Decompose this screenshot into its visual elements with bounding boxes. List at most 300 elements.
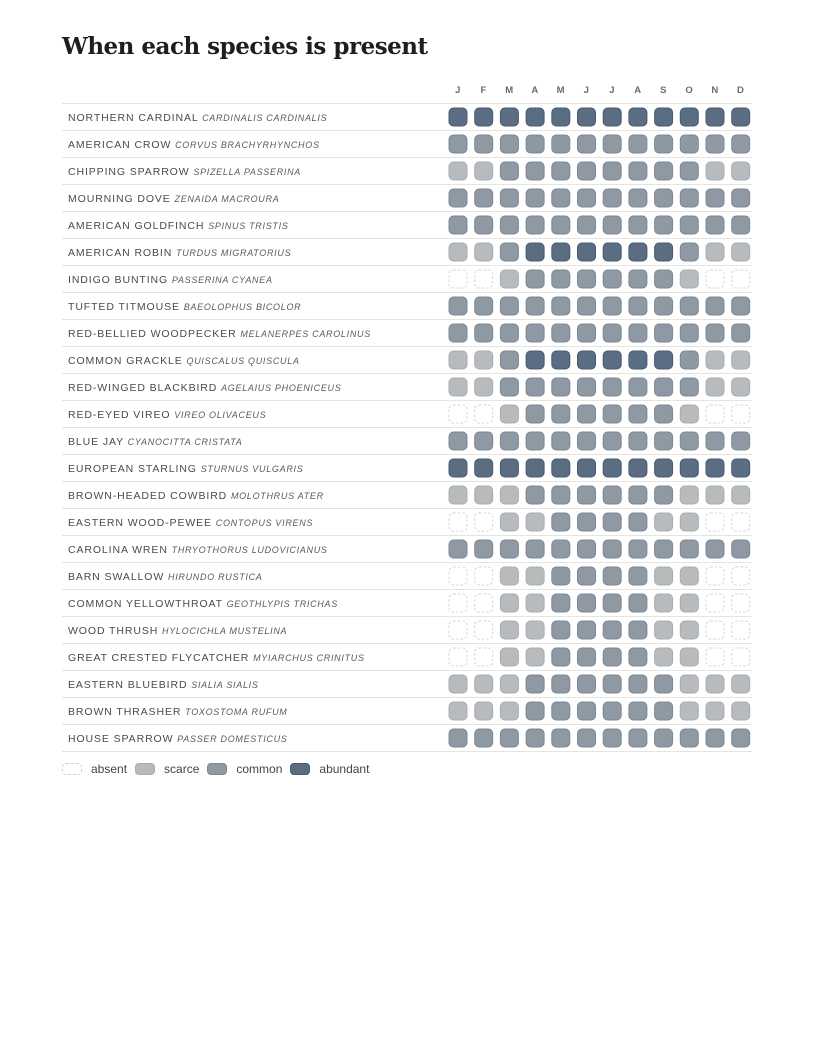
presence-cell-common xyxy=(629,162,647,180)
presence-cell-absent xyxy=(706,270,724,288)
presence-cell-common xyxy=(706,189,724,207)
species-latin-name: CYANOCITTA CRISTATA xyxy=(127,437,243,447)
presence-cell-common xyxy=(706,216,724,234)
species-latin-name: THRYOTHORUS LUDOVICIANUS xyxy=(171,545,328,555)
presence-cell-common xyxy=(500,378,518,396)
presence-cell-abundant xyxy=(552,108,570,126)
species-common-name: COMMON GRACKLE xyxy=(68,355,187,367)
species-label xyxy=(68,490,324,502)
presence-cell-common xyxy=(603,162,621,180)
chart-title: When each species is present xyxy=(62,33,428,60)
presence-cell-common xyxy=(680,243,698,261)
presence-cell-common xyxy=(680,135,698,153)
presence-cell-common xyxy=(578,432,596,450)
presence-cell-common xyxy=(603,486,621,504)
presence-cell-common xyxy=(655,189,673,207)
species-common-name: BARN SWALLOW xyxy=(68,571,168,583)
presence-cell-common xyxy=(629,270,647,288)
presence-cell-absent xyxy=(706,567,724,585)
species-common-name: AMERICAN ROBIN xyxy=(68,247,177,259)
presence-cell-common xyxy=(629,297,647,315)
presence-cell-common xyxy=(526,135,544,153)
presence-cell-common xyxy=(603,135,621,153)
presence-cell-scarce xyxy=(526,594,544,612)
presence-cell-common xyxy=(603,297,621,315)
species-common-name: EUROPEAN STARLING xyxy=(68,463,201,475)
presence-cell-common xyxy=(603,675,621,693)
presence-cell-common xyxy=(552,162,570,180)
presence-cell-common xyxy=(706,432,724,450)
presence-cell-common xyxy=(500,162,518,180)
presence-cell-common xyxy=(680,297,698,315)
presence-cell-common xyxy=(603,702,621,720)
species-common-name: HOUSE SPARROW xyxy=(68,733,178,745)
presence-cell-abundant xyxy=(578,351,596,369)
presence-cell-abundant xyxy=(603,108,621,126)
month-label: M xyxy=(556,85,566,96)
presence-cell-common xyxy=(500,540,518,558)
legend-item-absent xyxy=(62,762,127,776)
species-label xyxy=(68,436,242,448)
presence-cell-common xyxy=(655,432,673,450)
presence-cell-common xyxy=(526,270,544,288)
presence-cell-common xyxy=(680,378,698,396)
species-common-name: AMERICAN CROW xyxy=(68,139,176,151)
species-label xyxy=(68,463,303,475)
presence-cell-scarce xyxy=(706,378,724,396)
presence-cell-abundant xyxy=(552,351,570,369)
presence-cell-common xyxy=(475,216,493,234)
presence-cell-common xyxy=(732,216,750,234)
presence-cell-common xyxy=(578,648,596,666)
species-latin-name: ZENAIDA MACROURA xyxy=(174,194,280,204)
presence-cell-common xyxy=(578,405,596,423)
species-latin-name: MYIARCHUS CRINITUS xyxy=(253,653,365,663)
presence-cell-common xyxy=(526,432,544,450)
presence-cell-common xyxy=(500,432,518,450)
presence-cell-scarce xyxy=(475,702,493,720)
presence-cell-scarce xyxy=(655,648,673,666)
presence-cell-common xyxy=(552,270,570,288)
presence-cell-common xyxy=(706,729,724,747)
presence-cell-abundant xyxy=(449,108,467,126)
presence-cell-abundant xyxy=(526,459,544,477)
presence-cell-scarce xyxy=(475,675,493,693)
presence-cell-common xyxy=(552,189,570,207)
presence-cell-abundant xyxy=(732,108,750,126)
presence-cell-abundant xyxy=(603,243,621,261)
presence-cell-absent xyxy=(706,513,724,531)
presence-cell-scarce xyxy=(732,702,750,720)
presence-cell-common xyxy=(629,540,647,558)
presence-cell-common xyxy=(655,270,673,288)
species-latin-name: STURNUS VULGARIS xyxy=(200,464,304,474)
species-latin-name: TURDUS MIGRATORIUS xyxy=(176,248,292,258)
presence-cell-absent xyxy=(449,405,467,423)
species-latin-name: GEOTHLYPIS TRICHAS xyxy=(226,599,338,609)
presence-cell-common xyxy=(680,729,698,747)
species-latin-name: CONTOPUS VIRENS xyxy=(215,518,314,528)
species-label xyxy=(68,517,313,529)
presence-cell-scarce xyxy=(706,162,724,180)
presence-cell-common xyxy=(449,297,467,315)
presence-cell-common xyxy=(500,324,518,342)
presence-cell-common xyxy=(552,621,570,639)
month-label: D xyxy=(737,85,745,96)
presence-cell-common xyxy=(732,729,750,747)
presence-cell-common xyxy=(578,324,596,342)
presence-cell-common xyxy=(629,594,647,612)
species-latin-name: CORVUS BRACHYRHYNCHOS xyxy=(175,140,320,150)
species-latin-name: SPINUS TRISTIS xyxy=(208,221,289,231)
presence-cell-scarce xyxy=(449,351,467,369)
presence-cell-common xyxy=(552,540,570,558)
presence-cell-common xyxy=(449,135,467,153)
presence-cell-abundant xyxy=(578,108,596,126)
month-label: J xyxy=(583,85,590,96)
presence-cell-common xyxy=(706,540,724,558)
presence-cell-abundant xyxy=(526,351,544,369)
presence-cell-common xyxy=(526,405,544,423)
presence-cell-common xyxy=(552,729,570,747)
presence-cell-abundant xyxy=(552,243,570,261)
presence-cell-scarce xyxy=(500,594,518,612)
presence-cell-common xyxy=(655,540,673,558)
presence-cell-common xyxy=(526,162,544,180)
species-label xyxy=(68,328,371,340)
presence-cell-absent xyxy=(475,567,493,585)
month-label: A xyxy=(531,85,539,96)
presence-cell-common xyxy=(475,135,493,153)
presence-cell-common xyxy=(449,324,467,342)
species-common-name: TUFTED TITMOUSE xyxy=(68,301,184,313)
presence-cell-common xyxy=(603,270,621,288)
presence-cell-common xyxy=(629,135,647,153)
presence-cell-absent xyxy=(706,594,724,612)
presence-cell-scarce xyxy=(500,648,518,666)
species-latin-name: SPIZELLA PASSERINA xyxy=(193,167,302,177)
month-label: S xyxy=(660,85,668,96)
species-common-name: BLUE JAY xyxy=(68,436,128,448)
legend-item-scarce xyxy=(135,762,199,776)
species-latin-name: AGELAIUS PHOENICEUS xyxy=(221,383,342,393)
presence-cell-scarce xyxy=(475,162,493,180)
presence-cell-common xyxy=(475,432,493,450)
presence-cell-absent xyxy=(449,648,467,666)
presence-cell-common xyxy=(449,432,467,450)
species-label xyxy=(68,247,291,259)
presence-cell-common xyxy=(500,297,518,315)
presence-cell-scarce xyxy=(680,486,698,504)
presence-cell-common xyxy=(603,513,621,531)
species-label xyxy=(68,382,341,394)
presence-cell-common xyxy=(603,324,621,342)
presence-cell-scarce xyxy=(500,567,518,585)
presence-cell-common xyxy=(526,486,544,504)
presence-cell-common xyxy=(655,729,673,747)
presence-cell-abundant xyxy=(475,108,493,126)
presence-cell-common xyxy=(603,729,621,747)
presence-cell-scarce xyxy=(475,351,493,369)
presence-cell-common xyxy=(629,324,647,342)
species-label xyxy=(68,112,327,124)
species-latin-name: PASSERINA CYANEA xyxy=(171,275,273,285)
presence-cell-common xyxy=(629,567,647,585)
species-latin-name: BAEOLOPHUS BICOLOR xyxy=(183,302,302,312)
presence-cell-scarce xyxy=(500,270,518,288)
presence-cell-common xyxy=(655,486,673,504)
presence-cell-absent xyxy=(732,270,750,288)
presence-cell-scarce xyxy=(680,405,698,423)
presence-cell-scarce xyxy=(475,378,493,396)
presence-cell-abundant xyxy=(629,351,647,369)
presence-cell-common xyxy=(603,189,621,207)
species-common-name: CAROLINA WREN xyxy=(68,544,172,556)
presence-cell-common xyxy=(552,567,570,585)
presence-cell-common xyxy=(680,540,698,558)
presence-cell-scarce xyxy=(680,702,698,720)
species-label xyxy=(68,409,266,421)
presence-cell-abundant xyxy=(578,243,596,261)
presence-cell-common xyxy=(629,675,647,693)
presence-cell-scarce xyxy=(706,675,724,693)
presence-cell-scarce xyxy=(680,594,698,612)
species-latin-name: MOLOTHRUS ATER xyxy=(230,491,324,501)
presence-cell-common xyxy=(655,378,673,396)
species-latin-name: QUISCALUS QUISCULA xyxy=(186,356,300,366)
presence-cell-absent xyxy=(706,621,724,639)
presence-cell-common xyxy=(552,405,570,423)
presence-cell-common xyxy=(629,189,647,207)
presence-cell-absent xyxy=(732,594,750,612)
presence-cell-common xyxy=(526,297,544,315)
species-label xyxy=(68,679,259,691)
presence-cell-absent xyxy=(475,270,493,288)
presence-cell-scarce xyxy=(732,486,750,504)
presence-cell-scarce xyxy=(500,621,518,639)
presence-cell-abundant xyxy=(603,459,621,477)
legend-swatch-absent xyxy=(62,763,82,775)
legend-item-common xyxy=(207,762,282,776)
presence-cell-common xyxy=(706,324,724,342)
presence-cell-common xyxy=(526,189,544,207)
presence-cell-common xyxy=(655,324,673,342)
presence-cell-scarce xyxy=(526,567,544,585)
presence-cell-common xyxy=(526,675,544,693)
species-label xyxy=(68,274,273,286)
presence-cell-common xyxy=(552,216,570,234)
species-common-name: RED-WINGED BLACKBIRD xyxy=(68,382,222,394)
presence-cell-absent xyxy=(475,513,493,531)
presence-cell-common xyxy=(732,324,750,342)
presence-cell-common xyxy=(526,540,544,558)
presence-cell-scarce xyxy=(500,675,518,693)
month-label: M xyxy=(505,85,514,96)
species-common-name: GREAT CRESTED FLYCATCHER xyxy=(68,652,254,664)
species-latin-name: HYLOCICHLA MUSTELINA xyxy=(162,626,288,636)
legend xyxy=(62,762,377,776)
presence-cell-scarce xyxy=(449,378,467,396)
legend-label-common: common xyxy=(236,762,283,776)
presence-cell-scarce xyxy=(732,378,750,396)
presence-cell-common xyxy=(655,675,673,693)
presence-cell-common xyxy=(680,324,698,342)
presence-cell-common xyxy=(732,189,750,207)
presence-cell-absent xyxy=(706,405,724,423)
presence-cell-scarce xyxy=(732,351,750,369)
presence-cell-absent xyxy=(732,405,750,423)
presence-cell-scarce xyxy=(706,702,724,720)
presence-cell-common xyxy=(680,216,698,234)
presence-cell-common xyxy=(578,162,596,180)
presence-cell-absent xyxy=(732,567,750,585)
presence-cell-common xyxy=(526,702,544,720)
presence-cell-common xyxy=(578,540,596,558)
presence-cell-absent xyxy=(449,513,467,531)
presence-cell-common xyxy=(475,540,493,558)
species-common-name: EASTERN BLUEBIRD xyxy=(68,679,192,691)
presence-cell-scarce xyxy=(732,675,750,693)
species-common-name: EASTERN WOOD-PEWEE xyxy=(68,517,216,529)
presence-cell-scarce xyxy=(655,621,673,639)
presence-cell-common xyxy=(732,135,750,153)
presence-cell-abundant xyxy=(655,351,673,369)
species-label xyxy=(68,355,300,367)
presence-cell-common xyxy=(629,378,647,396)
presence-cell-abundant xyxy=(475,459,493,477)
presence-cell-absent xyxy=(475,621,493,639)
species-label xyxy=(68,139,320,151)
species-label xyxy=(68,706,288,718)
presence-cell-absent xyxy=(706,648,724,666)
presence-cell-common xyxy=(629,729,647,747)
month-label: F xyxy=(480,85,487,96)
presence-cell-abundant xyxy=(629,459,647,477)
species-label xyxy=(68,652,365,664)
presence-cell-common xyxy=(552,513,570,531)
presence-cell-common xyxy=(732,540,750,558)
species-common-name: NORTHERN CARDINAL xyxy=(68,112,203,124)
presence-cell-abundant xyxy=(552,459,570,477)
presence-cell-common xyxy=(552,432,570,450)
species-latin-name: MELANERPES CAROLINUS xyxy=(240,329,371,339)
species-common-name: MOURNING DOVE xyxy=(68,193,175,205)
presence-cell-common xyxy=(629,513,647,531)
species-common-name: BROWN THRASHER xyxy=(68,706,186,718)
presence-cell-common xyxy=(552,378,570,396)
presence-cell-common xyxy=(500,729,518,747)
presence-cell-common xyxy=(500,243,518,261)
presence-cell-common xyxy=(578,675,596,693)
species-label xyxy=(68,733,288,745)
species-label xyxy=(68,598,338,610)
presence-cell-common xyxy=(578,378,596,396)
species-common-name: RED-EYED VIREO xyxy=(68,409,175,421)
presence-cell-absent xyxy=(475,594,493,612)
presence-cell-common xyxy=(629,405,647,423)
presence-cell-common xyxy=(578,594,596,612)
presence-cell-common xyxy=(603,594,621,612)
presence-cell-abundant xyxy=(500,459,518,477)
presence-cell-scarce xyxy=(680,675,698,693)
species-label xyxy=(68,166,301,178)
species-label xyxy=(68,571,263,583)
presence-cell-scarce xyxy=(706,243,724,261)
presence-cell-abundant xyxy=(655,459,673,477)
presence-cell-common xyxy=(552,675,570,693)
legend-swatch-abundant xyxy=(290,763,310,775)
species-label xyxy=(68,625,287,637)
presence-cell-scarce xyxy=(449,675,467,693)
presence-cell-scarce xyxy=(449,243,467,261)
presence-cell-scarce xyxy=(680,513,698,531)
presence-cell-common xyxy=(706,135,724,153)
species-label xyxy=(68,193,279,205)
presence-cell-scarce xyxy=(475,486,493,504)
presence-cell-common xyxy=(526,324,544,342)
presence-cell-common xyxy=(655,162,673,180)
species-latin-name: HIRUNDO RUSTICA xyxy=(168,572,263,582)
presence-cell-common xyxy=(552,486,570,504)
presence-cell-scarce xyxy=(449,702,467,720)
presence-cell-scarce xyxy=(475,243,493,261)
presence-cell-common xyxy=(475,297,493,315)
species-common-name: COMMON YELLOWTHROAT xyxy=(68,598,227,610)
presence-cell-common xyxy=(680,432,698,450)
presence-cell-common xyxy=(732,297,750,315)
presence-cell-abundant xyxy=(732,459,750,477)
presence-cell-abundant xyxy=(655,108,673,126)
presence-cell-scarce xyxy=(449,162,467,180)
presence-cell-common xyxy=(500,351,518,369)
species-common-name: WOOD THRUSH xyxy=(68,625,163,637)
presence-cell-common xyxy=(578,270,596,288)
presence-cell-common xyxy=(449,216,467,234)
month-label: O xyxy=(685,85,694,96)
presence-cell-scarce xyxy=(500,486,518,504)
presence-cell-common xyxy=(603,405,621,423)
species-latin-name: SIALIA SIALIS xyxy=(191,680,259,690)
presence-cell-abundant xyxy=(526,243,544,261)
presence-cell-common xyxy=(449,729,467,747)
presence-cell-common xyxy=(629,648,647,666)
presence-cell-common xyxy=(552,135,570,153)
presence-cell-common xyxy=(578,135,596,153)
presence-cell-scarce xyxy=(500,405,518,423)
presence-cell-abundant xyxy=(578,459,596,477)
presence-cell-absent xyxy=(449,594,467,612)
presence-cell-scarce xyxy=(526,513,544,531)
presence-cell-scarce xyxy=(680,648,698,666)
presence-cell-absent xyxy=(449,621,467,639)
presence-cell-common xyxy=(603,432,621,450)
presence-cell-common xyxy=(603,648,621,666)
presence-cell-common xyxy=(526,378,544,396)
presence-cell-absent xyxy=(475,648,493,666)
presence-cell-common xyxy=(578,513,596,531)
presence-cell-common xyxy=(449,540,467,558)
presence-cell-common xyxy=(680,189,698,207)
presence-cell-common xyxy=(578,189,596,207)
presence-cell-common xyxy=(603,540,621,558)
presence-cell-common xyxy=(578,297,596,315)
presence-cell-common xyxy=(578,216,596,234)
presence-cell-absent xyxy=(449,270,467,288)
presence-cell-common xyxy=(655,297,673,315)
species-common-name: RED-BELLIED WOODPECKER xyxy=(68,328,241,340)
presence-cell-common xyxy=(629,216,647,234)
presence-cell-absent xyxy=(732,621,750,639)
